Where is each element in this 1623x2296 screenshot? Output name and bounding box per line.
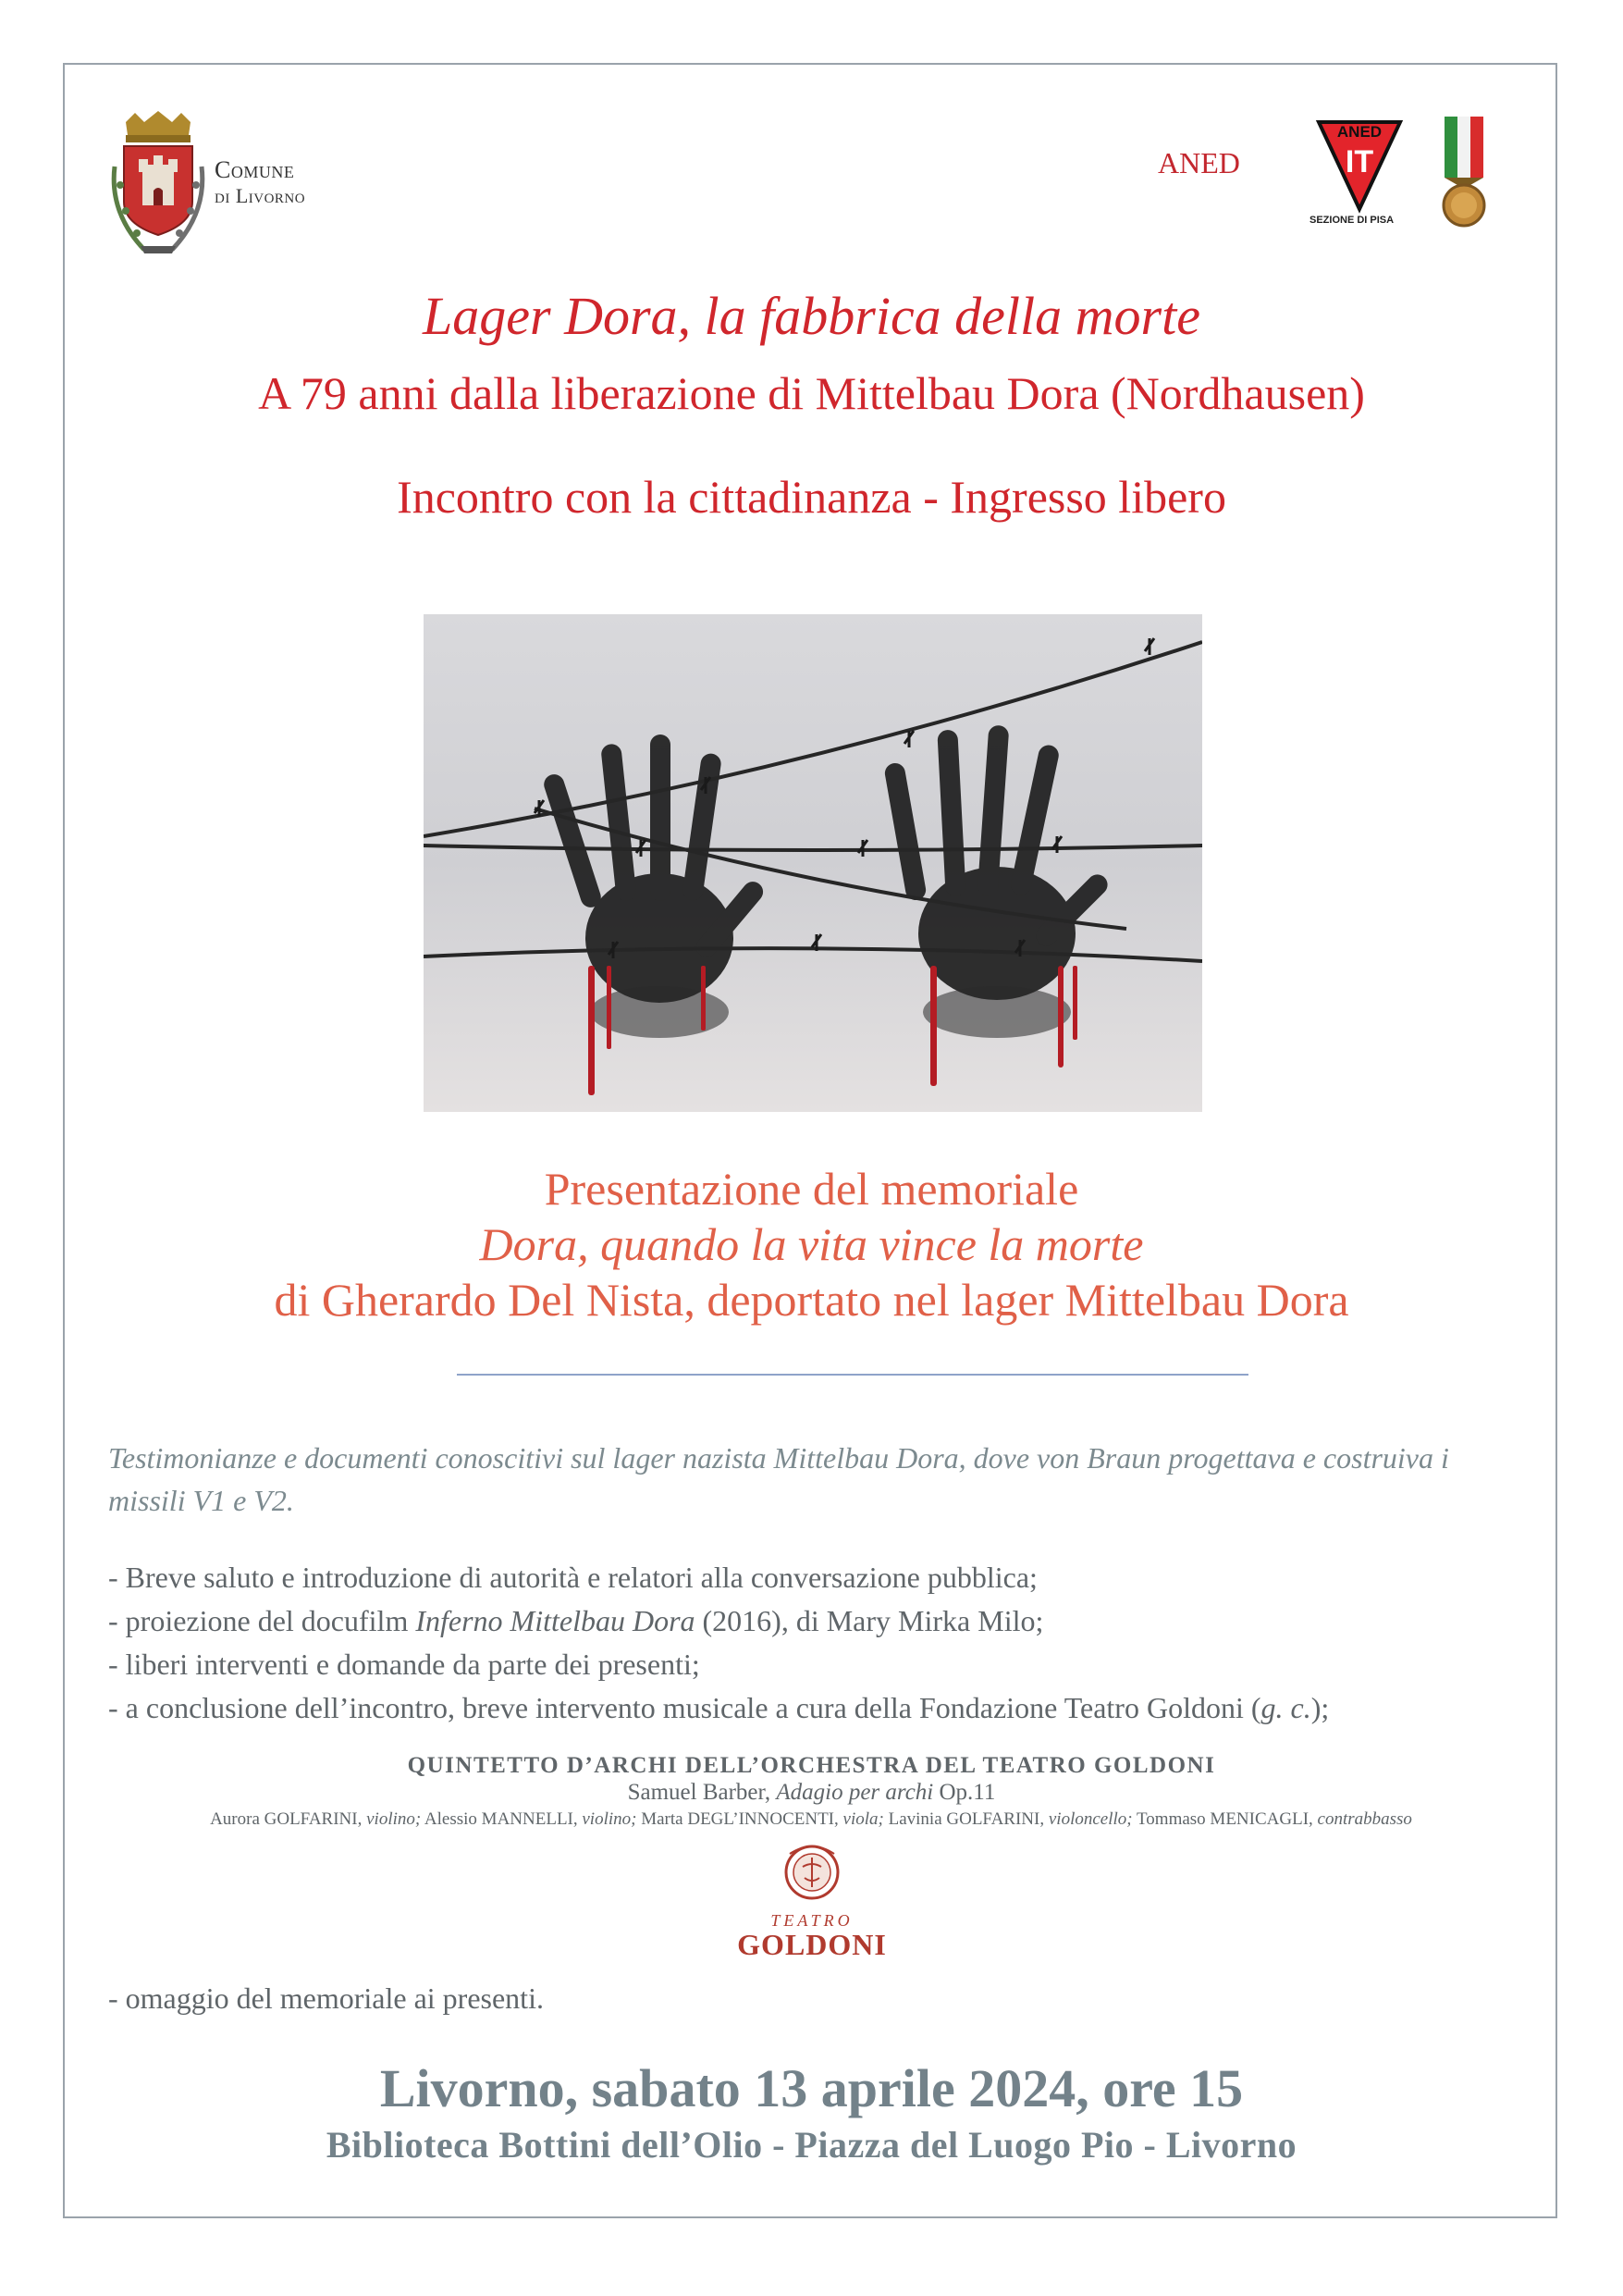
event-title: Lager Dora, la fabbrica della morte: [423, 286, 1200, 346]
program-item: - a conclusione dell’incontro, breve intervento musicale a cura della Fondazione Teatro Goldoni (g. c.);: [108, 1691, 1330, 1724]
book-title: Dora, quando la vita vince la morte: [479, 1218, 1144, 1270]
program-list: [108, 1556, 1523, 1730]
ensemble-name: QUINTETTO D’ARCHI DELL’ORCHESTRA DEL TEATRO GOLDONI: [407, 1753, 1216, 1778]
event-subtitle: A 79 anni dalla liberazione di Mittelbau Dora (Nordhausen): [258, 367, 1365, 419]
sezione-di-pisa-label: SEZIONE DI PISA: [1309, 215, 1395, 226]
program-item: - proiezione del docufilm Inferno Mittelbau Dora (2016), di Mary Mirka Milo;: [108, 1604, 1044, 1637]
comune-di-livorno-label: Comune di Livorno: [215, 156, 306, 207]
aned-logo-icon: [1313, 117, 1406, 228]
comune-livorno-crest-icon: [107, 111, 209, 259]
music-piece: Samuel Barber, Adagio per archi Op.11: [627, 1780, 996, 1805]
svg-text:IT: IT: [1345, 144, 1374, 179]
presentation-line: Presentazione del memoriale: [544, 1163, 1079, 1215]
medal-icon: [1439, 117, 1489, 229]
program-item: - liberi interventi e domande da parte dei presenti;: [108, 1648, 700, 1681]
barbed-wire-handprints-image: [424, 614, 1202, 1112]
incontro-label: Incontro con la cittadinanza - Ingresso libero: [397, 471, 1226, 523]
aned-label: ANED: [1158, 146, 1240, 179]
author-line: di Gherardo Del Nista, deportato nel lager Mittelbau Dora: [274, 1274, 1349, 1326]
musicians-list: Aurora GOLFARINI, violino; Alessio MANNELLI, violino; Marta DEGL’INNOCENTI, viola; Lavinia GOLFARINI, violoncello; Tommaso MENICAGLI, contrabbasso: [210, 1809, 1412, 1829]
event-venue: Biblioteca Bottini dell’Olio - Piazza del Luogo Pio - Livorno: [326, 2124, 1297, 2166]
event-date: Livorno, sabato 13 aprile 2024, ore 15: [379, 2058, 1244, 2118]
goldoni-logo-small-text: TEATRO: [770, 1911, 854, 1930]
intro-text: Testimonianze e documenti conoscitivi sul lager nazista Mittelbau Dora, dove von Braun progettava e costruiva i missili V1 e V2.: [108, 1441, 1449, 1517]
divider: [457, 1374, 1248, 1376]
program-item: - Breve saluto e introduzione di autorità e relatori alla conversazione pubblica;: [108, 1561, 1038, 1594]
program-item: - omaggio del memoriale ai presenti.: [108, 1981, 544, 2015]
svg-text:ANED: ANED: [1336, 123, 1383, 141]
goldoni-logo-text: GOLDONI: [737, 1928, 887, 1961]
